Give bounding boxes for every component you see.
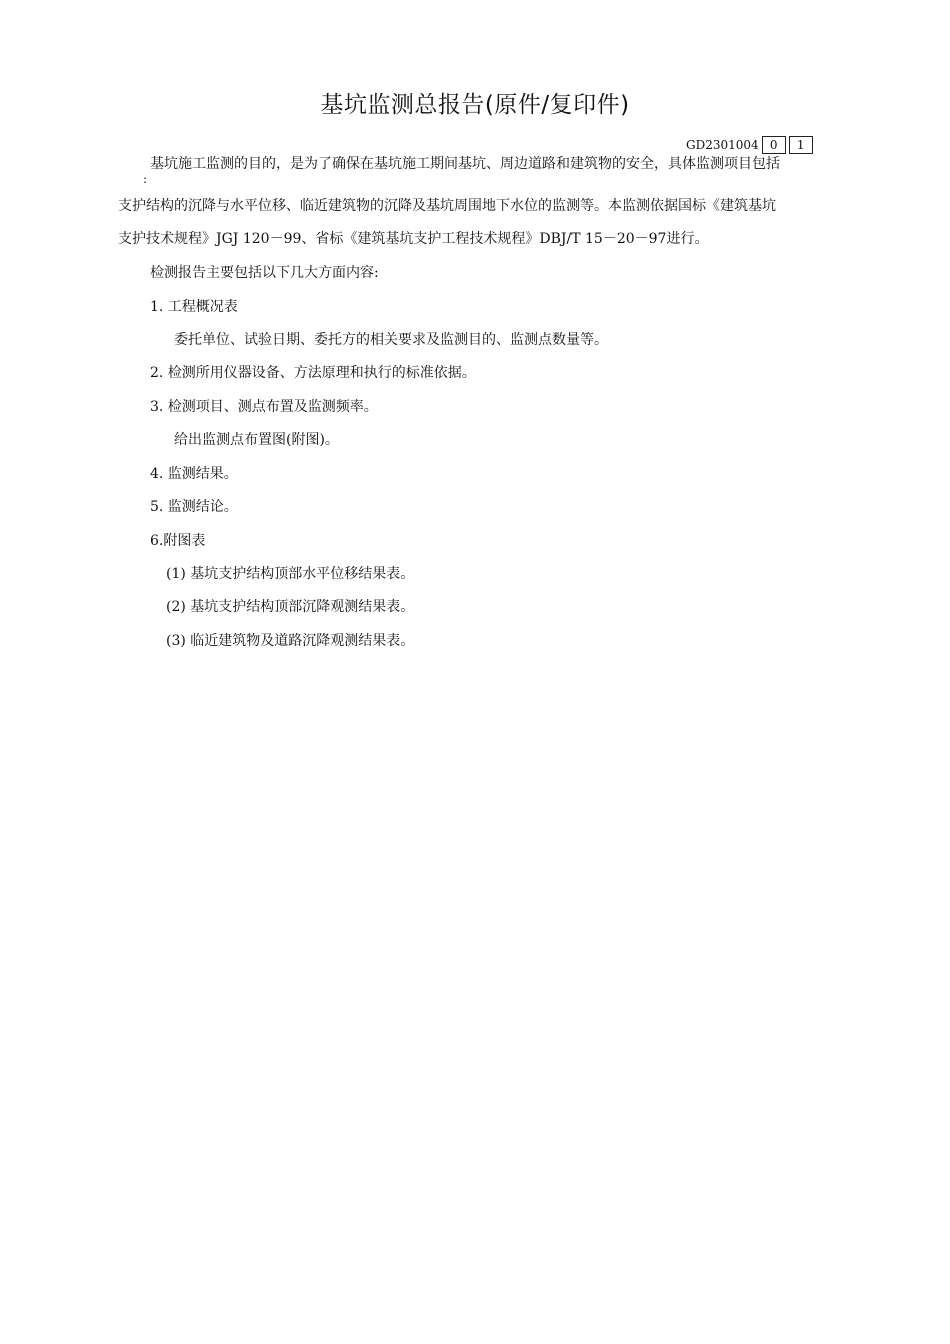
document-code-prefix: GD2301004 [686,138,759,152]
list-item-5: 5. 监测结论。 [150,499,238,515]
list-item-3-detail: 给出监测点布置图(附图)。 [174,432,339,448]
list-item-3: 3. 检测项目、测点布置及监测频率。 [150,399,378,415]
intro-line-1: 基坑施工监测的目的，是为了确保在基坑施工期间基坑、周边道路和建筑物的安全，具体监测项目包括 [150,156,780,172]
document-code-box-2: 1 [789,136,813,154]
attachment-item-3: (3) 临近建筑物及道路沉降观测结果表。 [166,633,415,649]
document-code-box-1: 0 [762,136,786,154]
intro-line-2: 支护结构的沉降与水平位移、临近建筑物的沉降及基坑周围地下水位的监测等。本监测依据国标《建筑基坑 [118,198,776,214]
intro-line-3: 支护技术规程》JGJ 120－99、省标《建筑基坑支护工程技术规程》DBJ/T 15－20－97进行。 [118,231,709,247]
attachment-item-1: (1) 基坑支护结构顶部水平位移结果表。 [166,566,415,582]
list-item-1: 1. 工程概况表 [150,299,238,315]
intro-colon: : [143,172,148,186]
contents-heading: 检测报告主要包括以下几大方面内容: [150,265,379,281]
document-title: 基坑监测总报告(原件/复印件) [320,92,630,118]
attachment-item-2: (2) 基坑支护结构顶部沉降观测结果表。 [166,599,415,615]
list-item-4: 4. 监测结果。 [150,466,238,482]
document-code [686,136,813,154]
list-item-2: 2. 检测所用仪器设备、方法原理和执行的标准依据。 [150,365,476,381]
list-item-1-detail: 委托单位、试验日期、委托方的相关要求及监测目的、监测点数量等。 [174,332,608,348]
list-item-6: 6.附图表 [150,533,206,549]
